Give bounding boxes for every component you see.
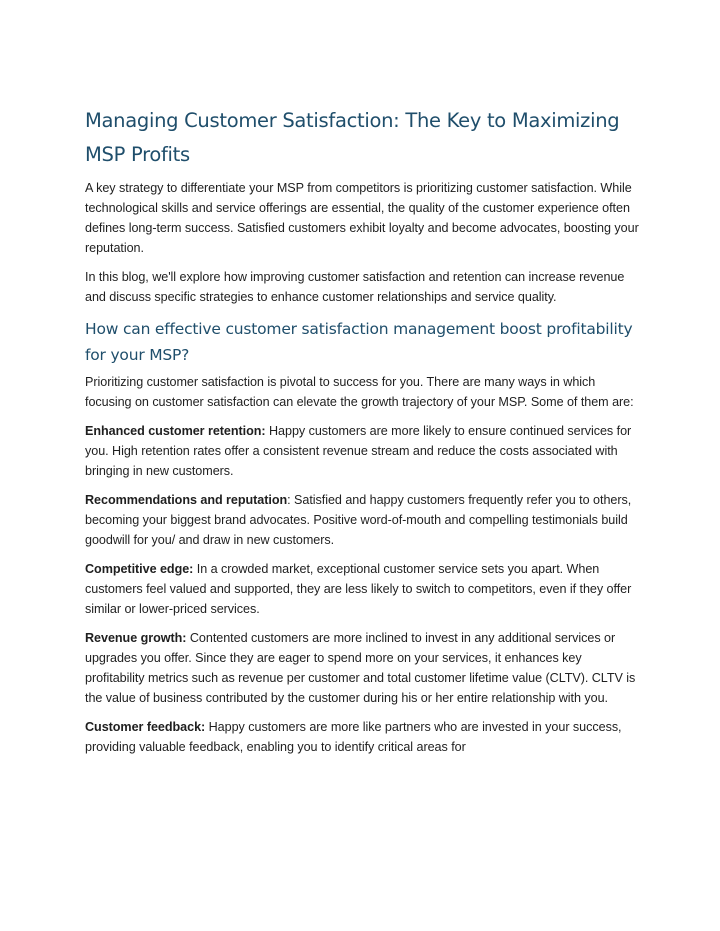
section-intro: Prioritizing customer satisfaction is pivotal to success for you. There are many ways in which focusing on customer satisfaction can elevate the growth trajectory of your MSP. Some of them are: bbox=[85, 375, 634, 409]
document-page bbox=[85, 104, 641, 766]
section-heading: How can effective customer satisfaction management boost profitability for your MSP? bbox=[85, 320, 633, 364]
benefit-lead: Revenue growth: bbox=[85, 631, 187, 645]
benefit-text: Contented customers are more inclined to invest in any additional services or upgrades you offer. Since they are eager to spend more on your services, it enhances key profitability metrics such as revenue per customer and total customer lifetime value (CLTV). CLTV is the value of business contributed by the customer during his or her entire relationship with you. bbox=[85, 631, 636, 705]
benefit-text: Happy customers are more like partners who are invested in your success, providing valuable feedback, enabling you to identify critical areas for bbox=[85, 720, 622, 754]
benefit-text: : Satisfied and happy customers frequently refer you to others, becoming your biggest brand advocates. Positive word-of-mouth and compelling testimonials build goodwill for you/ and draw in new customers. bbox=[85, 493, 632, 547]
benefit-lead: Competitive edge: bbox=[85, 562, 194, 576]
benefit-text: Happy customers are more likely to ensure continued services for you. High retention rates offer a consistent revenue stream and reduce the costs associated with bringing in new customers. bbox=[85, 424, 632, 478]
benefit-lead: Enhanced customer retention: bbox=[85, 424, 266, 438]
benefit-lead: Customer feedback: bbox=[85, 720, 206, 734]
intro-paragraph: A key strategy to differentiate your MSP from competitors is prioritizing customer satisfaction. While technological skills and service offerings are essential, the quality of the customer experience often defines long-term success. Satisfied customers exhibit loyalty and become advocates, boosting your reputation. bbox=[85, 181, 639, 255]
benefit-lead: Recommendations and reputation bbox=[85, 493, 288, 507]
benefit-paragraph bbox=[85, 717, 641, 757]
benefit-text: In a crowded market, exceptional customer service sets you apart. When customers feel valued and supported, they are less likely to switch to competitors, even if they offer similar or lower-priced services. bbox=[85, 562, 632, 616]
benefit-paragraph bbox=[85, 628, 641, 708]
benefit-paragraph bbox=[85, 559, 641, 619]
benefit-paragraph bbox=[85, 421, 641, 481]
document-title: Managing Customer Satisfaction: The Key to Maximizing MSP Profits bbox=[85, 109, 620, 166]
intro-paragraph: In this blog, we'll explore how improving customer satisfaction and retention can increase revenue and discuss specific strategies to enhance customer relationships and service quality. bbox=[85, 270, 625, 304]
benefit-paragraph bbox=[85, 490, 641, 550]
